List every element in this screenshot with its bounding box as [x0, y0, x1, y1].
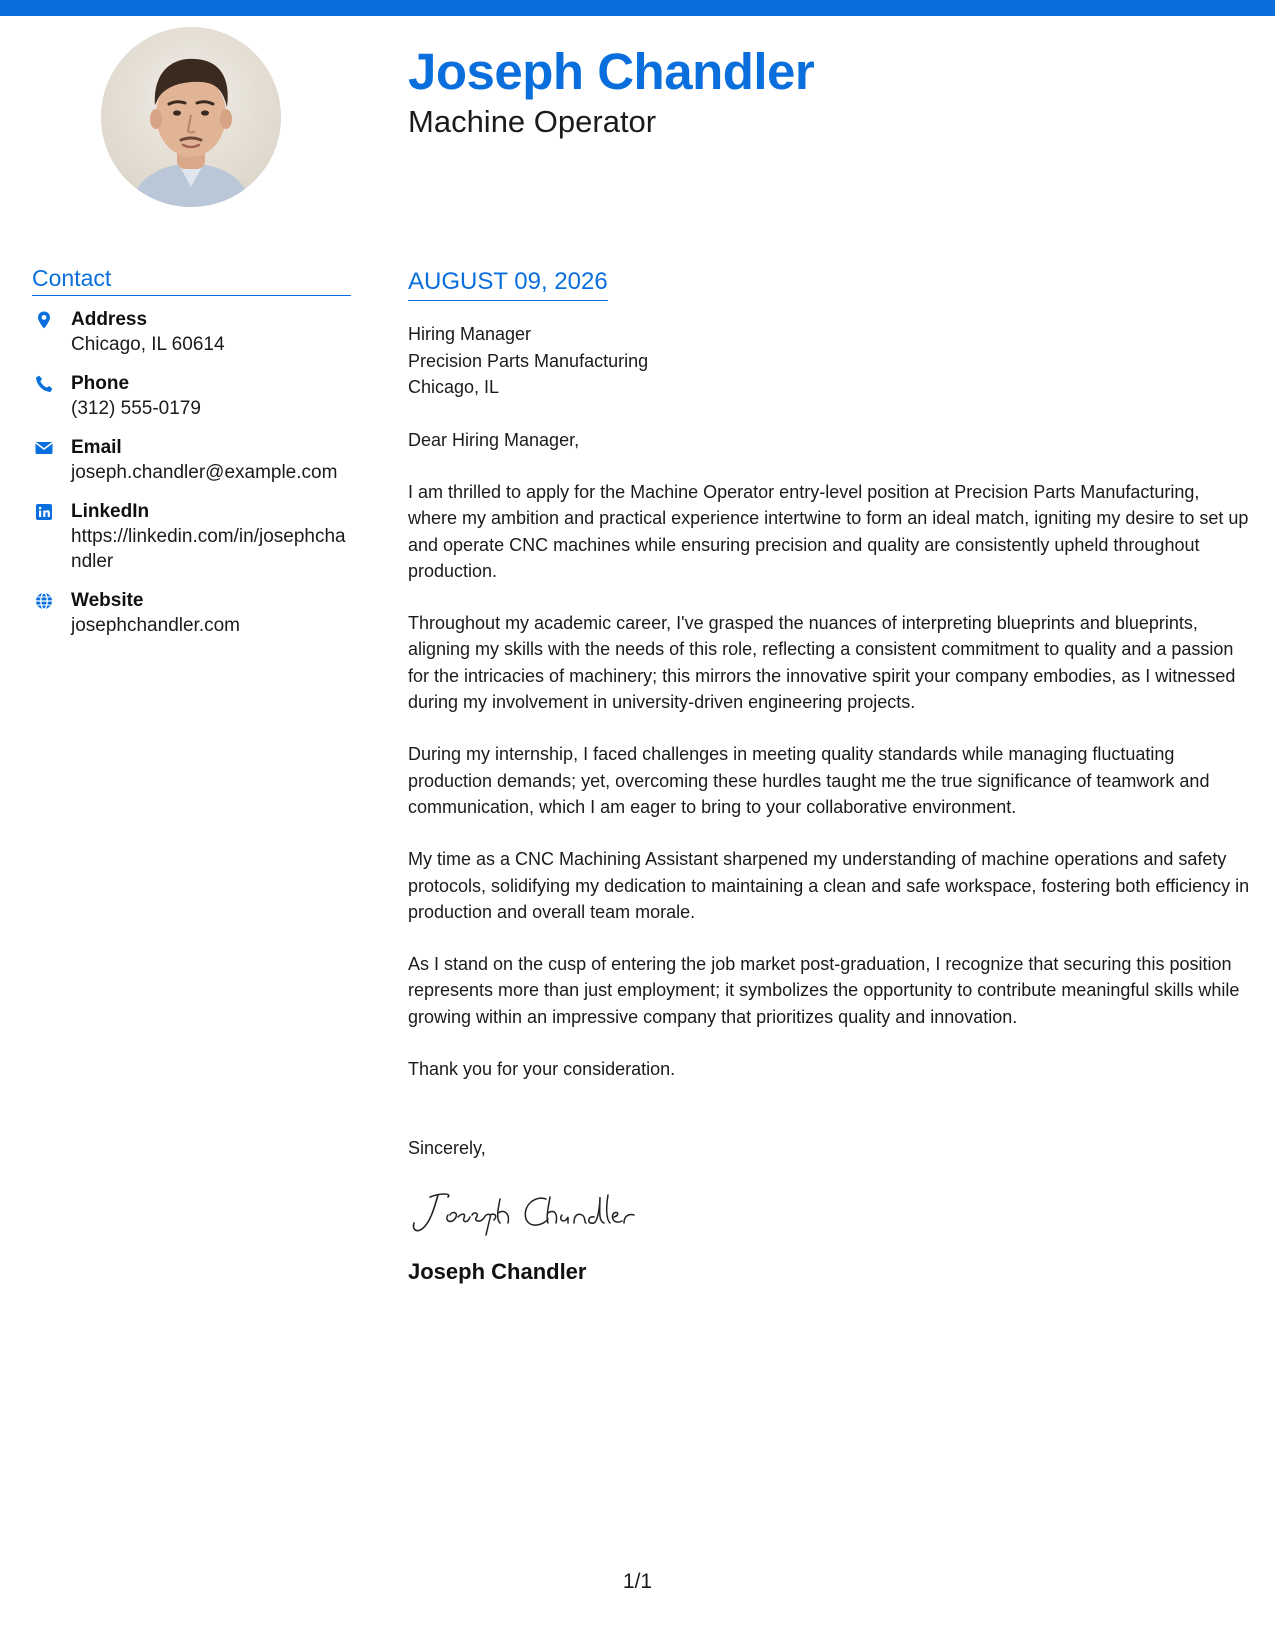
profile-photo — [101, 27, 281, 207]
body-paragraph: During my internship, I faced challenges in meeting quality standards while managing fluctuating production demands; yet, overcoming these hurdles taught me the true significance of teamwork and communication, which I am eager to bring to your collaborative environment. — [408, 744, 1210, 817]
handwritten-signature — [408, 1185, 668, 1239]
contact-label: LinkedIn — [71, 501, 150, 522]
recipient-block — [408, 321, 1253, 401]
globe-icon — [34, 591, 54, 611]
body-paragraph: As I stand on the cusp of entering the job market post-graduation, I recognize that securing this position represents more than just employment; it symbolizes the opportunity to contribute meaningful skills while growing within an impressive company that prioritizes quality and innovation. — [408, 954, 1240, 1027]
recipient-line: Precision Parts Manufacturing — [408, 350, 649, 371]
mail-icon — [34, 438, 54, 458]
body-paragraph: Throughout my academic career, I've grasped the nuances of interpreting blueprints and blueprints, aligning my skills with the needs of this role, reflecting a consistent commitment to quality and a passion for the intricacies of machinery; this mirrors the innovative spirit your company embodies, as I witnessed during my involvement in university-driven engineering projects. — [408, 613, 1236, 713]
body-paragraph: I am thrilled to apply for the Machine Operator entry-level position at Precision Parts Manufacturing, where my ambition and practical experience intertwine to form an ideal match, igniting my desire to set up and operate CNC machines while ensuring precision and quality are consistently upheld throughout production. — [408, 482, 1249, 581]
linkedin-value[interactable]: https://linkedin.com/in/josephchandler — [71, 526, 346, 572]
contact-sidebar — [32, 265, 351, 652]
contact-label: Website — [71, 590, 144, 611]
phone-value[interactable]: (312) 555-0179 — [71, 398, 201, 419]
recipient-line: Chicago, IL — [408, 377, 500, 397]
contact-label: Address — [71, 309, 148, 330]
contact-item-linkedin — [32, 499, 351, 574]
contact-item-email — [32, 435, 351, 485]
candidate-name: Joseph Chandler — [408, 43, 815, 100]
body-paragraph: My time as a CNC Machining Assistant sharpened my understanding of machine operations and safety protocols, solidifying my dedication to maintaining a clean and safe workspace, fostering both efficiency in production and overall team morale. — [408, 849, 1250, 922]
contact-heading: Contact — [32, 265, 351, 296]
address-value: Chicago, IL 60614 — [71, 334, 225, 355]
recipient-line: Hiring Manager — [408, 324, 532, 344]
top-accent-bar — [0, 0, 1275, 16]
signer-name: Joseph Chandler — [408, 1259, 587, 1285]
closing: Sincerely, — [408, 1138, 486, 1159]
email-value[interactable]: joseph.chandler@example.com — [71, 462, 338, 483]
contact-label: Email — [71, 437, 122, 458]
letter-body — [408, 268, 1253, 1285]
phone-icon — [34, 374, 54, 394]
body-paragraph: Thank you for your consideration. — [408, 1059, 676, 1080]
letter-date: AUGUST 09, 2026 — [408, 268, 608, 301]
contact-item-website — [32, 588, 351, 638]
linkedin-icon — [34, 502, 54, 522]
map-pin-icon — [34, 310, 54, 330]
greeting: Dear Hiring Manager, — [408, 429, 580, 450]
page-number: 1/1 — [622, 1570, 653, 1593]
contact-item-address — [32, 307, 351, 357]
contact-label: Phone — [71, 373, 130, 394]
contact-item-phone — [32, 371, 351, 421]
avatar-portrait-icon — [101, 27, 281, 207]
candidate-title: Machine Operator — [408, 104, 657, 139]
website-value[interactable]: josephchandler.com — [71, 615, 240, 636]
contact-list — [32, 307, 351, 638]
